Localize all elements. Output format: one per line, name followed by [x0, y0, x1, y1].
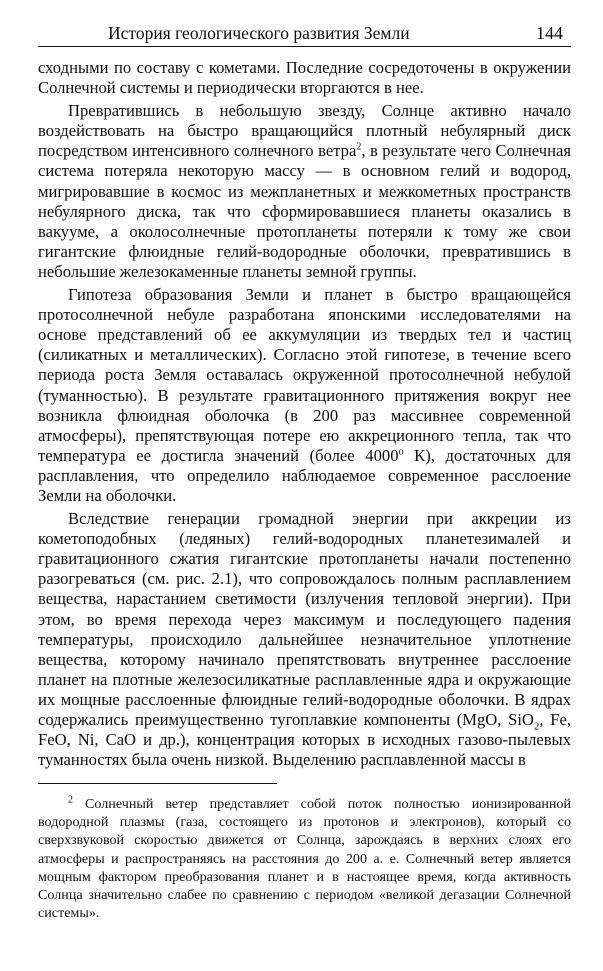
degree-sign: о — [398, 446, 404, 458]
footnote-marker: 2 — [68, 794, 73, 806]
paragraph-2-text-a: Превратившись в небольшую звезду, Солнце активно начало воздействовать на быстро вращающийся плотный небулярный диск посредством интенсивного солнечного ветра — [38, 101, 571, 161]
running-title: История геологического развития Земли — [108, 23, 410, 43]
paragraph-1 — [38, 58, 571, 98]
footnote-text: Солнечный ветер представляет собой поток полностью ионизированной водородной плазмы (газа, состоящего из протонов и электронов), который со сверхзвуковой скоростью движется от Солнца, зарождаясь в верхних слоях его атмосферы и распространяясь на расстояния до 200 а. е. Солнечный ветер является мощным фактором преобразования планет и в настоящее время, когда активность Солнца значительно слабее по сравнению с периодом «великой дегазации Солнечной системы». — [38, 796, 571, 922]
footnote-reference: 2 — [356, 141, 362, 153]
paragraph-3-text-b: К), достаточных для расплавления, что определило наблюдаемое современное расслоение Земли на оболочки. — [38, 445, 571, 505]
footnote — [38, 795, 571, 922]
paragraph-2 — [38, 101, 571, 282]
paragraph-4-text-b: , Fe, FeO, Ni, CaO и др.), концентрация которых в исходных газово-пылевых туманностях была очень низкой. Выделению расплавленной массы в — [38, 710, 571, 770]
footnote-divider — [38, 783, 277, 784]
paragraph-4 — [38, 509, 571, 770]
running-header — [38, 20, 571, 47]
page-number: 144 — [536, 23, 563, 43]
paragraph-2-text-b: , в результате чего Солнечная система потеряла некоторую массу — в основном гелий и водород, мигрировавшие в космос из межпланетных и межкометных пространств небулярного диска, так что сформировавшиеся планеты оказались в вакууме, а околосолнечные протопланеты потеряли к тому же свои гигантские флюидные гелий-водородные оболочки, превратившись в небольшие железокаменные планеты земной группы. — [38, 141, 571, 281]
paragraph-4-text-a: Вследствие генерации громадной энергии при аккреции из кометоподобных (ледяных) гелий-водородных планетезималей и гравитационного сжатия гигантские протопланеты начали постепенно разогреваться (см. рис. 2.1), что сопровождалось полным расплавлением вещества, нарастанием светимости (излучения тепловой энергии). При этом, во время перехода через максимум и последующего падения температуры, происходило дальнейшее незначительное уплотнение вещества, которому начинало препятствовать внутреннее расслоение планет на плотные железосиликатные расплавленные ядра и окружающие их мощные расслоенные флюидные гелий-водородные оболочки. В ядрах содержались преимущественно тугоплавкие компоненты (MgO, SiO — [38, 509, 571, 729]
subscript-2: 2 — [533, 720, 540, 733]
paragraph-3 — [38, 285, 571, 506]
paragraph-1-text: сходными по составу с кометами. Последние сосредоточены в окружении Солнечной системы и периодически вторгаются в нее. — [38, 58, 571, 98]
paragraph-3-text-a: Гипотеза образования Земли и планет в быстро вращающейся протосолнечной небуле разработана японскими исследователями на основе представлений об ее аккумуляции из твердых тел и частиц (силикатных и металлических). Согласно этой гипотезе, в течение всего периода роста Земля оставалась окруженной протосолнечной небулой (туманностью). В результате гравитационного притяжения вокруг нее возникла флюидная оболочка (в 200 раз массивнее современной атмосферы), препятствующая потере ею аккреционного тепла, так что температура ее достигла значений (более 4000 — [38, 285, 571, 465]
main-text — [38, 58, 571, 770]
